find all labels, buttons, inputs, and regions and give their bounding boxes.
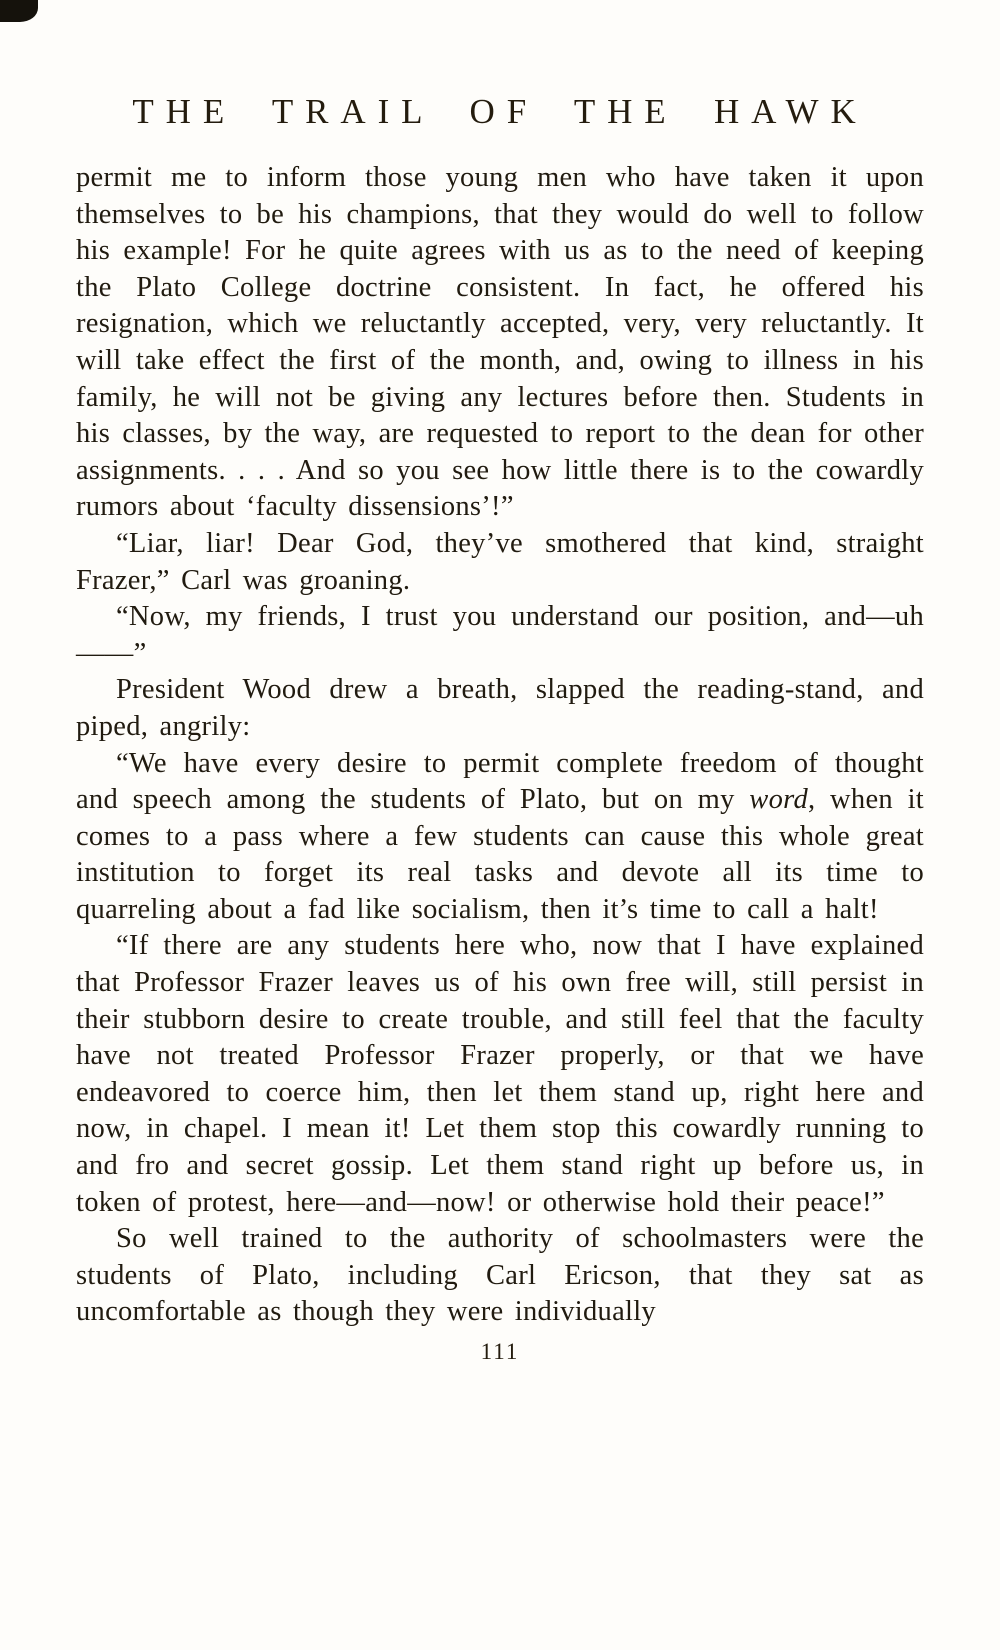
paragraph [76,599,924,672]
text-run: “Liar, liar! Dear God, they’ve smothered that kind, straight Frazer,” Carl was groaning. [76,527,924,596]
italic-run: word [749,784,808,816]
page-number: 111 [480,1339,520,1364]
scan-artifact [0,0,38,22]
paragraph [76,526,924,599]
text-run: “Now, my friends, I trust you understand our position, and—uh——” [76,601,924,669]
text-run: President Wood drew a breath, slapped the reading-stand, and piped, angrily: [76,674,924,742]
text-run: “If there are any students here who, now that I have explained that Professor Frazer leaves us of his own free will, still persist in their stubborn desire to create trouble, and still feel that the faculty have not treated Professor Frazer properly, or that we have endeavored to coerce him, then let them stand up, right here and now, in chapel. I mean it! Let them stop this cowardly running to and fro and secret gossip. Let them stand right up before us, in token of protest, here—and—now! or otherwise hold their peace!” [76,930,924,1218]
page-title: THE TRAIL OF THE HAWK [132,92,868,131]
text-run: permit me to inform those young men who have taken it upon themselves to be his champions, that they would do well to follow his example! For he quite agrees with us as to the need of keeping the Plato College doctrine consistent. In fact, he offered his resignation, which we reluctantly accepted, very, very reluctantly. It will take effect the first of the month, and, owing to illness in his family, he will not be giving any lectures before then. Students in his classes, by the way, are requested to report to the dean for other assignments. . . . And so you see how little there is to the cowardly rumors about ‘faculty dissensions’!” [76,162,924,523]
text-run: “We have every desire to permit complete freedom of thought and speech among the students of Plato, but on my [76,747,924,816]
paragraph [76,746,924,929]
text-run: , when it comes to a pass where a few students can cause this whole great institution to forget its real tasks and devote all its time to quarreling about a fad like socialism, then it’s time to call a halt! [76,784,924,925]
paragraph [76,672,924,745]
page-body [76,160,924,1331]
paragraph [76,928,924,1221]
text-run: So well trained to the authority of schoolmasters were the students of Plato, including Carl Ericson, that they sat as uncomfortable as though they were individually [76,1223,924,1328]
paragraph [76,160,924,526]
paragraph [76,1221,924,1331]
